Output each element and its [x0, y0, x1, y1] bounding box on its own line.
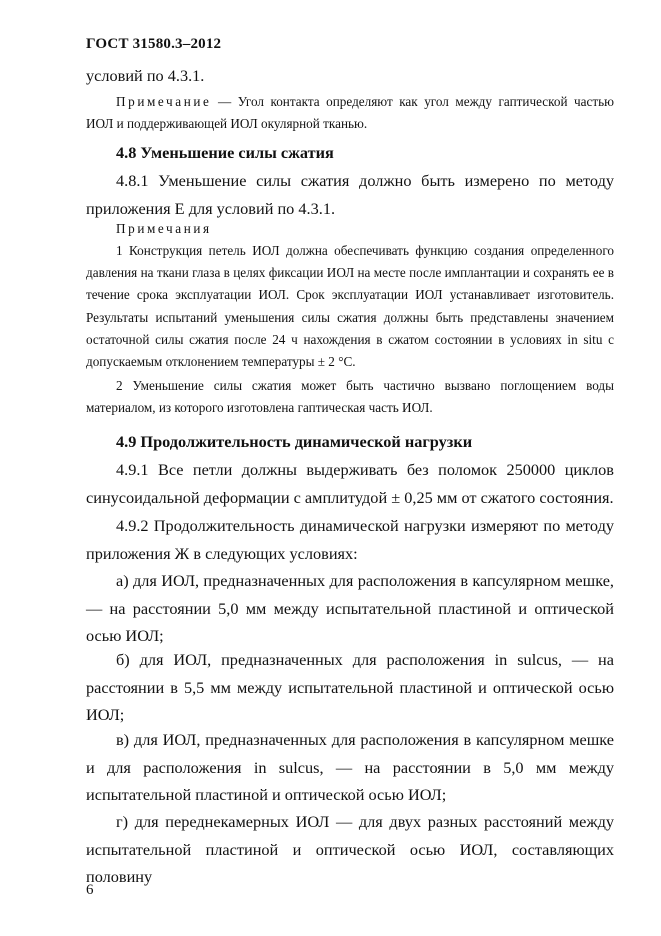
notes-label-text: Примечания [116, 221, 212, 236]
list-item-b: б) для ИОЛ, предназначенных для расположения in sulcus, — на расстоянии в 5,5 мм между испытательной пластиной и оптической осью ИОЛ; [86, 650, 614, 724]
section-4-9-heading: 4.9 Продолжительность динамической нагрузки [116, 432, 473, 451]
continued-paragraph: условий по 4.3.1. [86, 66, 205, 85]
list-item-d: г) для переднекамерных ИОЛ — для двух разных расстояний между испытательной пластиной и оптической осью ИОЛ, составляющих половину [86, 812, 614, 886]
page-number: 6 [86, 882, 94, 898]
note-item-2: 2 Уменьшение силы сжатия может быть частично вызвано поглощением воды материалом, из которого изготовлена гаптическая часть ИОЛ. [86, 378, 614, 416]
section-4-8-heading: 4.8 Уменьшение силы сжатия [116, 143, 334, 162]
document-header: ГОСТ 31580.3–2012 [86, 36, 222, 52]
note-label: Примечание [116, 94, 212, 109]
paragraph-4-8-1: 4.8.1 Уменьшение силы сжатия должно быть измерено по методу приложения Е для условий по 4.3.1. [86, 171, 614, 218]
paragraph-4-9-1: 4.9.1 Все петли должны выдерживать без поломок 250000 циклов синусоидальной деформации с амплитудой ± 0,25 мм от сжатого состояния. [86, 460, 614, 507]
list-item-a: а) для ИОЛ, предназначенных для расположения в капсулярном мешке, — на расстоянии 5,0 мм между испытательной пластиной и оптической осью ИОЛ; [86, 571, 614, 645]
notes-label [86, 218, 614, 240]
list-item-c: в) для ИОЛ, предназначенных для расположения в капсулярном мешке и для расположения in sulcus, — на расстоянии в 5,0 мм между испытательной пластиной и оптической осью ИОЛ; [86, 730, 614, 804]
note-text: — Угол контакта определяют как угол между гаптической частью ИОЛ и поддерживающей ИОЛ окулярной тканью. [86, 94, 614, 132]
note-item-1: 1 Конструкция петель ИОЛ должна обеспечивать функцию создания определенного давления на ткани глаза в целях фиксации ИОЛ на месте после имплантации и сохранять ее в течение срока эксплуатации ИОЛ. Срок эксплуатации ИОЛ устанавливает изготовитель. Результаты испытаний уменьшения силы сжатия должны быть представлены значением остаточной силы сжатия после 24 ч нахождения в сжатом состоянии в условиях in situ с допускаемым отклонением температуры ± 2 °С. [86, 243, 614, 370]
note-paragraph [86, 91, 614, 135]
paragraph-4-9-2: 4.9.2 Продолжительность динамической нагрузки измеряют по методу приложения Ж в следующих условиях: [86, 516, 614, 563]
